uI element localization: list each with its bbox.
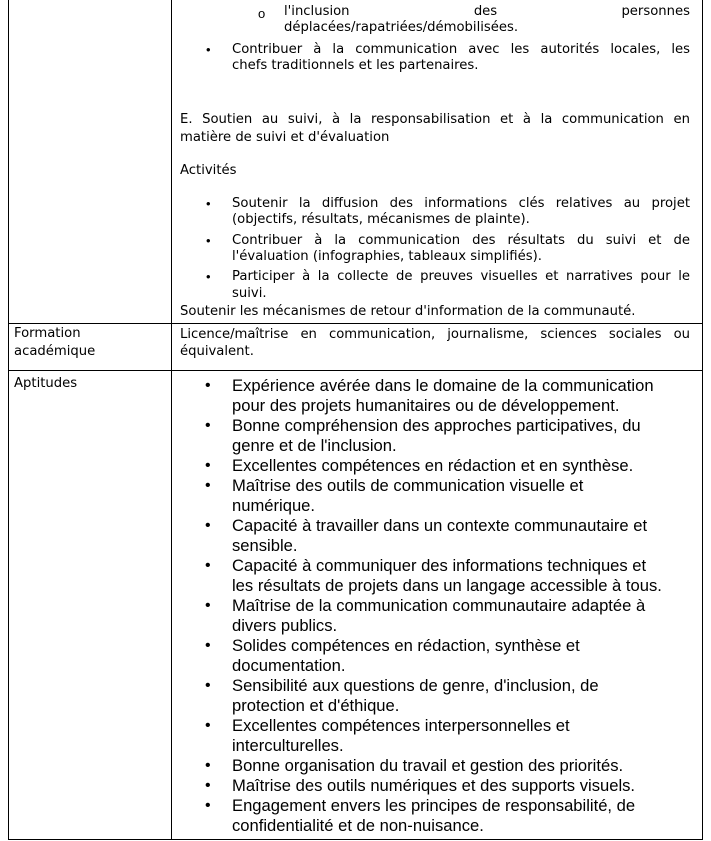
aptitude-item: divers publics. xyxy=(232,616,338,635)
aptitude-bullet: • xyxy=(205,757,211,774)
aptitude-item: Excellentes compétences interpersonnelles et xyxy=(232,716,570,735)
aptitude-item: Capacité à travailler dans un contexte communautaire et xyxy=(232,516,648,535)
aptitude-item: documentation. xyxy=(232,656,346,675)
bullet-text: Contribuer à la communication avec les autorités locales, les xyxy=(232,42,690,57)
bullet-marker: • xyxy=(206,233,211,248)
aptitude-item: Maîtrise de la communication communautaire adaptée à xyxy=(232,596,646,615)
formation-value-cont: équivalent. xyxy=(180,344,254,359)
aptitude-item: Bonne organisation du travail et gestion des priorités. xyxy=(232,756,624,775)
aptitude-item: Engagement envers les principes de responsabilité, de xyxy=(232,796,636,815)
aptitude-item: les résultats de projets dans un langage accessible à tous. xyxy=(232,576,662,595)
sub-bullet-text-cont: déplacées/rapatriées/démobilisées. xyxy=(284,20,519,35)
aptitude-item: Expérience avérée dans le domaine de la communication xyxy=(232,376,654,395)
column-divider xyxy=(171,0,172,840)
aptitude-item: Capacité à communiquer des informations techniques et xyxy=(232,556,647,575)
aptitude-bullet: • xyxy=(205,597,211,614)
aptitude-item: Maîtrise des outils numériques et des supports visuels. xyxy=(232,776,636,795)
aptitude-item: Solides compétences en rédaction, synthèse et xyxy=(232,636,580,655)
bullet-marker: • xyxy=(206,196,211,211)
aptitudes-label: Aptitudes xyxy=(14,376,78,391)
aptitude-bullet: • xyxy=(205,517,211,534)
sub-bullet-text: l'inclusion des personnes xyxy=(284,4,690,19)
bullet-marker: • xyxy=(206,269,211,284)
activity-item-cont: suivi. xyxy=(232,286,267,301)
aptitude-item: sensible. xyxy=(232,536,298,555)
activity-item: Participer à la collecte de preuves visuelles et narratives pour le xyxy=(232,269,690,284)
aptitude-bullet: • xyxy=(205,637,211,654)
bullet-marker: • xyxy=(206,42,211,57)
row-divider-formation xyxy=(8,323,703,324)
section-e-heading: E. Soutien au suivi, à la responsabilisation et à la communication en xyxy=(180,112,690,127)
activity-item: Soutenir la diffusion des informations clés relatives au projet xyxy=(232,196,690,211)
section-e-heading-cont: matière de suivi et d'évaluation xyxy=(180,130,390,145)
aptitude-item: genre et de l'inclusion. xyxy=(232,436,397,455)
section-e-closing: Soutenir les mécanismes de retour d'information de la communauté. xyxy=(180,304,636,319)
aptitude-item: pour des projets humanitaires ou de développement. xyxy=(232,396,620,415)
aptitude-item: Bonne compréhension des approches participatives, du xyxy=(232,416,641,435)
aptitude-bullet: • xyxy=(205,557,211,574)
activity-item: Contribuer à la communication des résultats du suivi et de xyxy=(232,233,690,248)
row-divider-aptitudes xyxy=(8,370,703,371)
aptitude-bullet: • xyxy=(205,477,211,494)
aptitude-bullet: • xyxy=(205,717,211,734)
aptitude-item: Maîtrise des outils de communication visuelle et xyxy=(232,476,584,495)
sub-bullet-marker: o xyxy=(258,6,266,21)
aptitude-item: Sensibilité aux questions de genre, d'inclusion, de xyxy=(232,676,599,695)
formation-label-cont: académique xyxy=(14,344,96,359)
aptitude-bullet: • xyxy=(205,677,211,694)
formation-value: Licence/maîtrise en communication, journalisme, sciences sociales ou xyxy=(180,327,690,342)
bullet-text-cont: chefs traditionnels et les partenaires. xyxy=(232,58,479,73)
activity-item-cont: (objectifs, résultats, mécanismes de plainte). xyxy=(232,212,530,227)
aptitude-item: protection et d'éthique. xyxy=(232,696,400,715)
activities-label: Activités xyxy=(180,163,237,178)
aptitude-bullet: • xyxy=(205,417,211,434)
aptitude-item: interculturelles. xyxy=(232,736,344,755)
aptitude-item: Excellentes compétences en rédaction et en synthèse. xyxy=(232,456,634,475)
formation-label: Formation xyxy=(14,326,81,341)
aptitude-bullet: • xyxy=(205,457,211,474)
aptitude-bullet: • xyxy=(205,377,211,394)
aptitude-bullet: • xyxy=(205,777,211,794)
aptitude-item: numérique. xyxy=(232,496,316,515)
aptitude-bullet: • xyxy=(205,797,211,814)
activity-item-cont: l'évaluation (infographies, tableaux simplifiés). xyxy=(232,249,542,264)
aptitude-item: confidentialité et de non-nuisance. xyxy=(232,816,484,835)
